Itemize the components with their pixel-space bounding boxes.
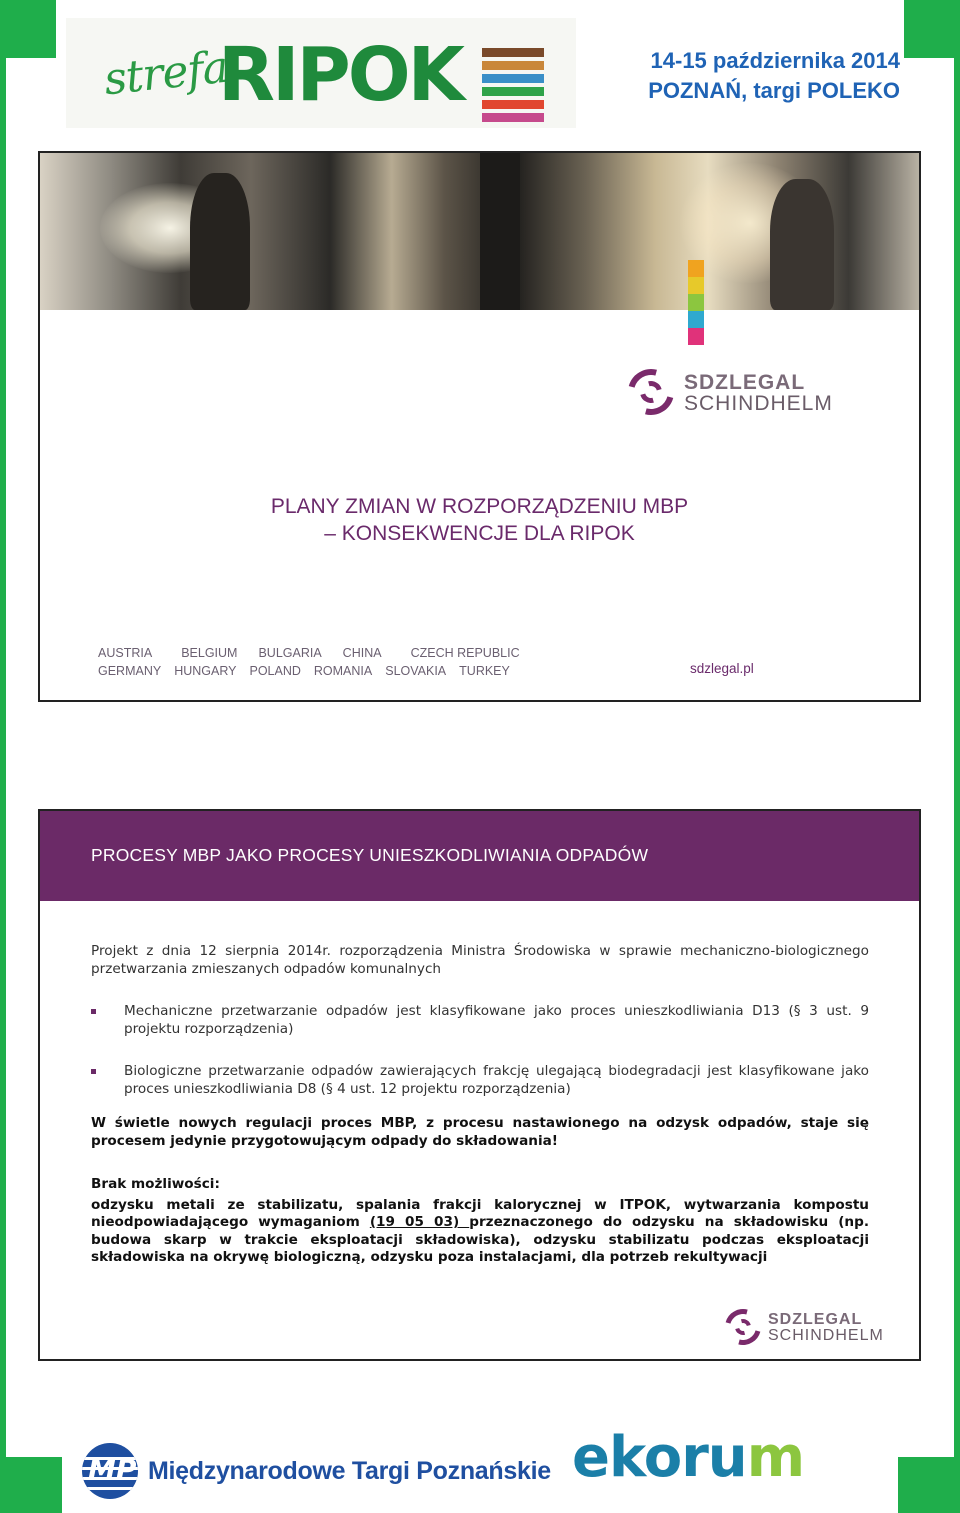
strip-segment <box>688 294 704 311</box>
header-photo <box>40 153 919 310</box>
event-date: 14-15 października 2014 <box>650 48 900 73</box>
brand-line1: SDZLEGAL <box>768 1311 863 1328</box>
brak-text-part1: odzysku metali ze stabilizatu, spalania frakcji kalorycznej w ITPOK, wytwarzania kompostu nieodpowiadającego wymaganiom <box>91 1196 869 1230</box>
country-item: GERMANY <box>98 664 162 678</box>
slide-title <box>38 151 921 702</box>
strip-segment <box>688 260 704 277</box>
event-info <box>648 46 900 106</box>
country-row <box>98 662 533 680</box>
intro-paragraph: Projekt z dnia 12 sierpnia 2014r. rozporządzenia Ministra Środowiska w sprawie mechaniczno-biologicznego przetwarzania zmieszanych odpadów komunalnych <box>91 943 869 977</box>
color-strip <box>688 260 704 345</box>
title-line1: PLANY ZMIAN W ROZPORZĄDZENIU MBP <box>270 495 689 518</box>
country-item: HUNGARY <box>174 664 237 678</box>
list-item: Mechaniczne przetwarzanie odpadów jest klasyfikowane jako proces unieszkodliwiania D13 (§ 3 ust. 9 projektu rozporządzenia) <box>91 1003 869 1038</box>
sdzlegal-mark-icon <box>626 367 678 419</box>
mtp-initials: MP <box>88 1453 137 1486</box>
sdzlegal-logo <box>724 1308 884 1348</box>
slide-banner <box>40 811 919 901</box>
country-item: BELGIUM <box>181 646 238 660</box>
corner-block-top-right <box>904 0 960 58</box>
title-line2: – KONSEKWENCJE DLA RIPOK <box>324 522 635 545</box>
strip-segment <box>688 311 704 328</box>
brak-label: Brak możliwości: <box>91 1176 220 1192</box>
page-frame-right <box>954 0 960 1513</box>
photo-silhouette <box>770 179 834 310</box>
page-header <box>66 18 900 128</box>
logo-ripok-text: RIPOK <box>218 32 462 118</box>
sdzlegal-mark-icon <box>724 1308 764 1348</box>
country-item: SLOVAKIA <box>385 664 447 678</box>
mtp-logo <box>82 1443 551 1499</box>
ekorum-logo <box>572 1425 804 1490</box>
country-item: BULGARIA <box>258 646 322 660</box>
ekorum-text: ekoru <box>572 1425 747 1490</box>
bullet-list <box>91 1003 869 1098</box>
mtp-globe-icon <box>82 1443 138 1499</box>
strip-segment <box>688 328 704 345</box>
ripok-bar <box>482 113 544 122</box>
brak-text-part2: przeznaczonego do odzysku na składowisku (np. budowa skarp w trakcie eksploatacji składowiska), odzysku stabilizatu podczas eksploatacji składowiska na okrywę biologiczną, odzysku poza instalacjami, dla potrzeb rekultywacji <box>91 1214 870 1265</box>
conclusion-paragraph: W świetle nowych regulacji proces MBP, z procesu nastawionego na odzysk odpadów, staje się procesem jedynie przygotowującym odpady do składowania! <box>91 1115 869 1149</box>
brak-paragraph <box>91 1197 869 1267</box>
ripok-bar <box>482 87 544 96</box>
ripok-bar <box>482 61 544 70</box>
ripok-color-bars <box>482 48 544 126</box>
logo-strefa-text: strefa <box>101 41 231 106</box>
sdzlegal-logo <box>626 367 833 419</box>
country-list <box>98 644 533 680</box>
ekorum-text-accent: m <box>746 1425 805 1490</box>
country-item: AUSTRIA <box>98 646 153 660</box>
event-place: POZNAŃ, targi POLEKO <box>648 78 900 103</box>
strefa-ripok-logo <box>66 18 576 128</box>
mtp-name: Międzynarodowe Targi Poznańskie <box>148 1456 551 1485</box>
country-item: TURKEY <box>459 664 510 678</box>
list-item: Biologiczne przetwarzanie odpadów zawierających frakcję ulegającą biodegradacji jest klasyfikowane jako proces unieszkodliwiania D8 (§ 4 ust. 12 projektu rozporządzenia) <box>91 1063 869 1098</box>
country-item: ROMANIA <box>313 664 373 678</box>
photo-pillar <box>480 153 520 310</box>
ripok-bar <box>482 48 544 57</box>
brand-line1: SDZLEGAL <box>684 371 806 394</box>
page-frame-left <box>0 0 6 1513</box>
slide-main-title <box>40 493 919 547</box>
photo-silhouette <box>190 173 250 310</box>
corner-block-top-left <box>0 0 56 58</box>
waste-code: (19 05 03) <box>369 1214 470 1230</box>
brand-line2: SCHINDHELM <box>684 392 833 415</box>
corner-block-bottom-right <box>898 1457 960 1513</box>
country-item: POLAND <box>249 664 301 678</box>
slide-content <box>38 809 921 1361</box>
country-row <box>98 644 533 662</box>
strip-segment <box>688 277 704 294</box>
brand-line2: SCHINDHELM <box>768 1327 884 1344</box>
banner-title: PROCESY MBP JAKO PROCESY UNIESZKODLIWIANIA ODPADÓW <box>91 845 649 865</box>
slide-body <box>91 943 869 1267</box>
corner-block-bottom-left <box>0 1457 62 1513</box>
website-link[interactable]: sdzlegal.pl <box>690 661 754 676</box>
country-item: CZECH REPUBLIC <box>410 646 520 660</box>
country-item: CHINA <box>342 646 382 660</box>
ripok-bar <box>482 100 544 109</box>
ripok-bar <box>482 74 544 83</box>
